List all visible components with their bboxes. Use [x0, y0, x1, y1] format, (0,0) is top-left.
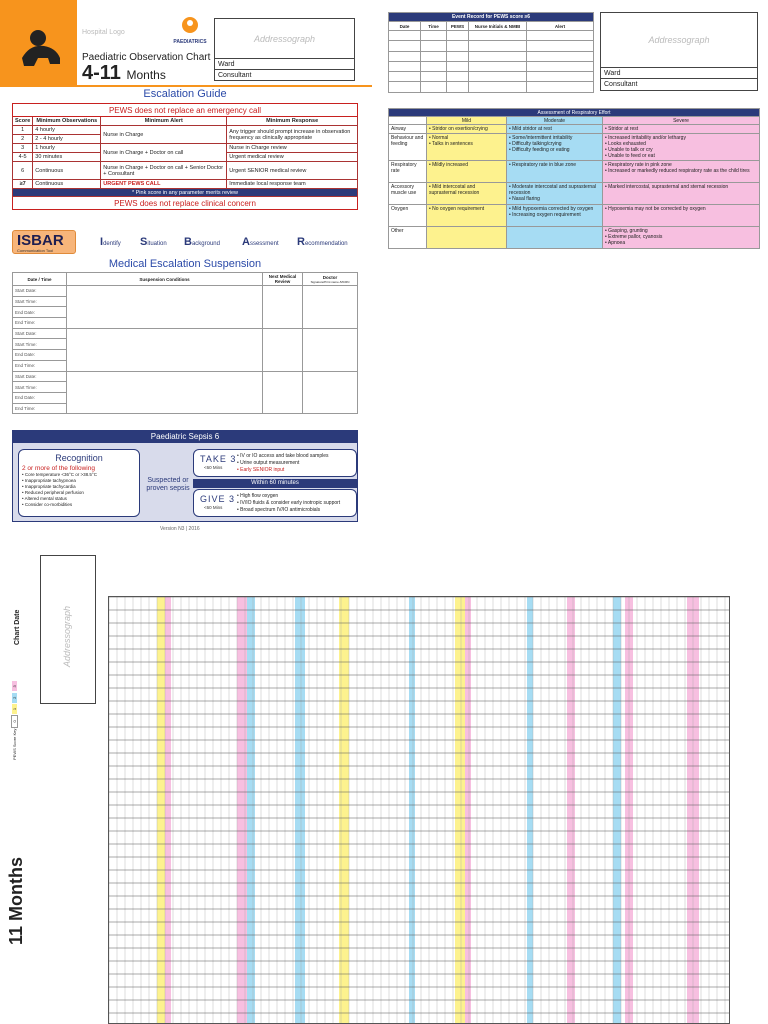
event-cell[interactable] — [421, 61, 447, 71]
recognition-box — [18, 449, 140, 517]
paediatrics-icon — [181, 16, 199, 34]
resp-mild-cell: • Mild intercostal and suprasternal recession — [427, 183, 507, 205]
pink-score-note: * Pink score in any parameter merits review — [13, 189, 358, 197]
col-pews: PEWS — [447, 22, 469, 31]
sepsis-6-panel — [12, 430, 358, 522]
event-cell[interactable] — [447, 61, 469, 71]
addressograph-box-2[interactable] — [600, 12, 758, 91]
score-band-4 — [295, 597, 305, 1023]
isbar-badge — [12, 230, 76, 254]
event-cell[interactable] — [389, 82, 421, 92]
score-cell: ≥7 — [13, 180, 33, 189]
suspension-entry-cell[interactable] — [303, 328, 358, 371]
obs-cell: 1 hourly — [33, 144, 101, 153]
escalation-guide-title: Escalation Guide — [143, 88, 227, 100]
col-nurse-initials: Nurse Initials & NMBI — [469, 22, 527, 31]
recognition-heading: Recognition — [55, 453, 103, 463]
suspension-entry-cell[interactable] — [263, 328, 303, 371]
list-item: • Urine output measurement — [237, 460, 300, 466]
crawling-baby-icon — [0, 0, 77, 85]
obs-cell: 2 - 4 hourly — [33, 135, 101, 144]
suspension-entry-cell[interactable] — [303, 286, 358, 329]
version-label: Version N3 | 2016 — [160, 526, 200, 532]
score-band-11 — [613, 597, 621, 1023]
chart-date-label: Chart Date — [14, 609, 21, 645]
table-row — [389, 41, 594, 51]
response-cell: Any trigger should prompt increase in observation frequency as clinically appropriate — [227, 126, 358, 144]
alert-cell: URGENT PEWS CALL — [101, 180, 227, 189]
date-label-cell[interactable]: Start Date: — [13, 286, 67, 297]
event-cell[interactable] — [421, 72, 447, 82]
isbar-identify: Identify — [100, 236, 121, 248]
event-cell[interactable] — [447, 51, 469, 61]
score-cell: 6 — [13, 162, 33, 180]
give-3-time: <60 Mins — [204, 505, 223, 510]
list-item: • High flow oxygen — [237, 493, 279, 499]
date-label-cell[interactable]: End Date: — [13, 307, 67, 318]
event-cell[interactable] — [389, 51, 421, 61]
pews-key-label: PEWS Score Key — [12, 728, 17, 760]
alert-cell: Nurse in Charge + Doctor on call + Senior Doctor + Consultant — [101, 162, 227, 180]
col-conditions: Suspension Conditions — [67, 273, 263, 286]
header-divider — [0, 85, 372, 87]
resp-row-label: Respiratory rate — [389, 161, 427, 183]
suspension-title: Medical Escalation Suspension — [108, 258, 262, 270]
table-row — [13, 144, 358, 153]
score-band-2 — [237, 597, 247, 1023]
table-row — [389, 161, 760, 183]
resp-mild-cell: • Normal • Talks in sentences — [427, 134, 507, 161]
age-range-title — [82, 62, 166, 85]
col-score: Score — [13, 117, 33, 126]
table-row — [389, 205, 760, 227]
emergency-call-banner: PEWS does not replace an emergency call — [13, 104, 358, 117]
table-row — [13, 286, 358, 297]
resp-mild-cell — [427, 227, 507, 249]
obs-chart-title: 11 Months — [6, 856, 26, 945]
list-item: • IV or IO access and take blood samples — [237, 453, 329, 459]
isbar-situation: Situation — [140, 236, 167, 248]
ward-field[interactable]: Ward — [601, 68, 757, 79]
isbar-strip — [12, 230, 358, 254]
response-cell: Urgent medical review — [227, 153, 358, 162]
isbar-assessment: Assessment — [242, 236, 279, 248]
score-cell: 3 — [13, 144, 33, 153]
event-cell[interactable] — [469, 61, 527, 71]
suspension-entry-cell[interactable] — [263, 371, 303, 414]
score-band-10 — [567, 597, 575, 1023]
event-cell[interactable] — [389, 41, 421, 51]
event-cell[interactable] — [469, 41, 527, 51]
resp-mild-cell: • No oxygen requirement — [427, 205, 507, 227]
table-row — [13, 371, 358, 382]
key-1: 1 — [12, 704, 17, 714]
event-cell[interactable] — [447, 72, 469, 82]
score-cell: 4-5 — [13, 153, 33, 162]
event-record-table — [388, 12, 594, 93]
table-row — [13, 180, 358, 189]
event-cell[interactable] — [469, 82, 527, 92]
take-3-time: <60 Mins — [204, 465, 223, 470]
event-cell[interactable] — [527, 51, 594, 61]
table-row — [389, 183, 760, 205]
consultant-field[interactable]: Consultant — [604, 81, 638, 88]
date-label-cell[interactable]: End Time: — [13, 318, 67, 329]
event-cell[interactable] — [389, 72, 421, 82]
respiratory-title: Assessment of Respiratory Effort — [389, 109, 760, 117]
addressograph-label: Addressograph — [215, 19, 354, 59]
score-band-1 — [165, 597, 171, 1023]
sign-item: • Inappropriate tachycardia — [22, 484, 76, 489]
resp-mild-cell: • Stridor on exertion/crying — [427, 125, 507, 134]
event-cell[interactable] — [421, 51, 447, 61]
score-cell: 1 — [13, 126, 33, 135]
table-row — [389, 227, 760, 249]
response-cell: Nurse in Charge review — [227, 144, 358, 153]
event-cell[interactable] — [469, 72, 527, 82]
clinical-concern-banner: PEWS does not replace clinical concern — [13, 197, 358, 210]
key-0: 0 — [11, 715, 18, 727]
resp-moderate-cell: • Respiratory rate in blue zone — [507, 161, 603, 183]
obs-addressograph-label: Addressograph — [62, 605, 72, 667]
resp-row-label: Airway — [389, 125, 427, 134]
take-3-heading: TAKE 3 — [200, 454, 237, 464]
paediatrics-label: PAEDIATRICS — [173, 39, 207, 45]
age-range: 4-11 — [82, 62, 121, 84]
table-row — [389, 82, 594, 92]
col-min-response: Minimum Response — [227, 117, 358, 126]
addressograph-box[interactable] — [214, 18, 355, 81]
date-label-cell[interactable]: Start Time: — [13, 382, 67, 393]
key-2: 2 — [12, 693, 17, 703]
resp-severe-cell: • Respiratory rate in pink zone • Increased or markedly reduced respiratory rate as the child tires — [603, 161, 760, 183]
take-3-list — [237, 453, 329, 474]
date-label-cell[interactable]: End Date: — [13, 392, 67, 403]
table-row — [389, 72, 594, 82]
col-date: Date — [389, 22, 421, 31]
resp-row-label: Oxygen — [389, 205, 427, 227]
key-3: 3 — [12, 681, 17, 691]
resp-row-label: Other — [389, 227, 427, 249]
resp-severe-cell: • Marked intercostal, suprasternal and sternal recession — [603, 183, 760, 205]
event-cell[interactable] — [527, 41, 594, 51]
date-label-cell[interactable]: Start Time: — [13, 296, 67, 307]
level-moderate: Moderate — [507, 117, 603, 125]
col-alert: Alert — [527, 22, 594, 31]
resp-severe-cell: • Stridor at rest — [603, 125, 760, 134]
chart-title: Paediatric Observation Chart — [82, 52, 211, 63]
suspected-sepsis-label: Suspected or proven sepsis — [146, 477, 190, 492]
date-label-cell[interactable]: End Date: — [13, 350, 67, 361]
date-label-cell[interactable]: Start Time: — [13, 339, 67, 350]
event-cell[interactable] — [389, 61, 421, 71]
date-label-cell[interactable]: Start Date: — [13, 328, 67, 339]
sign-item: • Consider co-morbidities — [22, 502, 73, 507]
resp-row-label: Behaviour and feeding — [389, 134, 427, 161]
table-row — [389, 61, 594, 71]
event-cell[interactable] — [389, 31, 421, 41]
response-cell: Urgent SENIOR medical review — [227, 162, 358, 180]
sign-item: • Altered mental status — [22, 496, 67, 501]
sepsis-title: Paediatric Sepsis 6 — [13, 431, 357, 443]
sign-item: • Inappropriate tachypnoea — [22, 478, 76, 483]
give-3-list — [237, 493, 340, 514]
escalation-table — [12, 103, 358, 210]
event-cell[interactable] — [421, 31, 447, 41]
table-row — [389, 31, 594, 41]
observation-grid[interactable] — [108, 596, 730, 1024]
resp-severe-cell: • Increased irritability and/or lethargy • Looks exhausted • Unable to talk or cry • Unable to feed or eat — [603, 134, 760, 161]
table-row — [389, 51, 594, 61]
score-band-0 — [157, 597, 165, 1023]
date-label-cell[interactable]: Start Date: — [13, 371, 67, 382]
event-cell[interactable] — [447, 82, 469, 92]
give-3-box — [193, 489, 357, 517]
addressograph-label: Addressograph — [601, 13, 757, 68]
resp-mild-cell: • Mildly increased — [427, 161, 507, 183]
pews-score-key — [12, 681, 17, 760]
isbar-recommendation: Recommendation — [297, 236, 348, 248]
recognition-subheading: 2 or more of the following — [22, 465, 95, 472]
score-band-8 — [465, 597, 471, 1023]
score-band-5 — [339, 597, 349, 1023]
table-row — [389, 134, 760, 161]
obs-cell: 4 hourly — [33, 126, 101, 135]
score-band-6 — [409, 597, 415, 1023]
take-3-box — [193, 449, 357, 477]
col-min-observations: Minimum Observations — [33, 117, 101, 126]
level-mild: Mild — [427, 117, 507, 125]
resp-severe-cell: • Gasping, grunting • Extreme pallor, cyanosis • Apnoea — [603, 227, 760, 249]
baby-logo-block — [0, 0, 77, 85]
event-cell[interactable] — [447, 31, 469, 41]
score-cell: 2 — [13, 135, 33, 144]
score-band-3 — [247, 597, 255, 1023]
event-cell[interactable] — [447, 41, 469, 51]
event-cell[interactable] — [527, 72, 594, 82]
suspension-entry-cell[interactable] — [303, 371, 358, 414]
give-3-heading: GIVE 3 — [200, 494, 236, 504]
observation-grid-svg[interactable] — [109, 597, 729, 1023]
event-cell[interactable] — [469, 51, 527, 61]
obs-cell: Continuous — [33, 162, 101, 180]
resp-moderate-cell: • Mild hypoxemia corrected by oxygen • Increasing oxygen requirement — [507, 205, 603, 227]
resp-moderate-cell: • Mild stridor at rest — [507, 125, 603, 134]
suspension-entry-cell[interactable] — [67, 286, 263, 329]
date-label-cell[interactable]: End Time: — [13, 360, 67, 371]
obs-cell: 30 minutes — [33, 153, 101, 162]
list-item: • Early SENIOR input — [237, 467, 285, 473]
col-next-review: Next Medical Review — [263, 273, 303, 286]
table-row — [389, 125, 760, 134]
suspension-entry-cell[interactable] — [67, 328, 263, 371]
obs-cell: Continuous — [33, 180, 101, 189]
sign-item: • Reduced peripheral perfusion — [22, 490, 84, 495]
date-label-cell[interactable]: End Time: — [13, 403, 67, 414]
consultant-field[interactable]: Consultant — [218, 72, 252, 79]
event-record-title: Event Record for PEWS score ≥6 — [389, 13, 594, 22]
within-60-minutes: Within 60 minutes — [193, 479, 357, 488]
age-unit: Months — [126, 68, 166, 82]
sign-item: • Core temperature <36°C or >38.5°C — [22, 472, 97, 477]
hospital-logo: Hospital Logo — [82, 29, 125, 36]
alert-cell: Nurse in Charge + Doctor on call — [101, 144, 227, 162]
suspension-table — [12, 272, 358, 414]
event-cell[interactable] — [421, 82, 447, 92]
event-cell[interactable] — [527, 61, 594, 71]
respiratory-effort-table — [388, 108, 760, 249]
resp-moderate-cell: • Some/intermittent irritability • Difficulty talking/crying • Difficulty feeding or eating — [507, 134, 603, 161]
col-date-time: Date / Time — [13, 273, 67, 286]
event-cell[interactable] — [421, 41, 447, 51]
isbar-subtitle: Communication Tool — [17, 248, 54, 253]
event-cell[interactable] — [469, 31, 527, 41]
col-min-alert: Minimum Alert — [101, 117, 227, 126]
resp-moderate-cell: • Moderate intercostal and suprasternal recession • Nasal flaring — [507, 183, 603, 205]
table-row — [13, 126, 358, 135]
event-cell[interactable] — [527, 31, 594, 41]
resp-moderate-cell — [507, 227, 603, 249]
score-band-7 — [455, 597, 465, 1023]
resp-severe-cell: • Hypoxemia may not be corrected by oxygen — [603, 205, 760, 227]
response-cell: Immediate local response team — [227, 180, 358, 189]
table-row — [13, 162, 358, 180]
paediatrics-logo — [172, 16, 208, 45]
isbar-background: Background — [184, 236, 220, 248]
col-doctor: Doctor Signature/Print name /MCRN — [303, 273, 358, 286]
suspension-entry-cell[interactable] — [263, 286, 303, 329]
resp-row-label: Accessory muscle use — [389, 183, 427, 205]
score-band-9 — [527, 597, 533, 1023]
list-item: • Broad spectrum IV/IO antimicrobials — [237, 507, 321, 513]
suspension-entry-cell[interactable] — [67, 371, 263, 414]
col-time: Time — [421, 22, 447, 31]
level-severe: Severe — [603, 117, 760, 125]
list-item: • IV/IO fluids & consider early inotropic support — [237, 500, 341, 506]
isbar-word: ISBAR — [17, 232, 64, 249]
event-cell[interactable] — [527, 82, 594, 92]
table-row — [13, 328, 358, 339]
ward-field[interactable]: Ward — [215, 59, 354, 70]
alert-cell: Nurse in Charge — [101, 126, 227, 144]
